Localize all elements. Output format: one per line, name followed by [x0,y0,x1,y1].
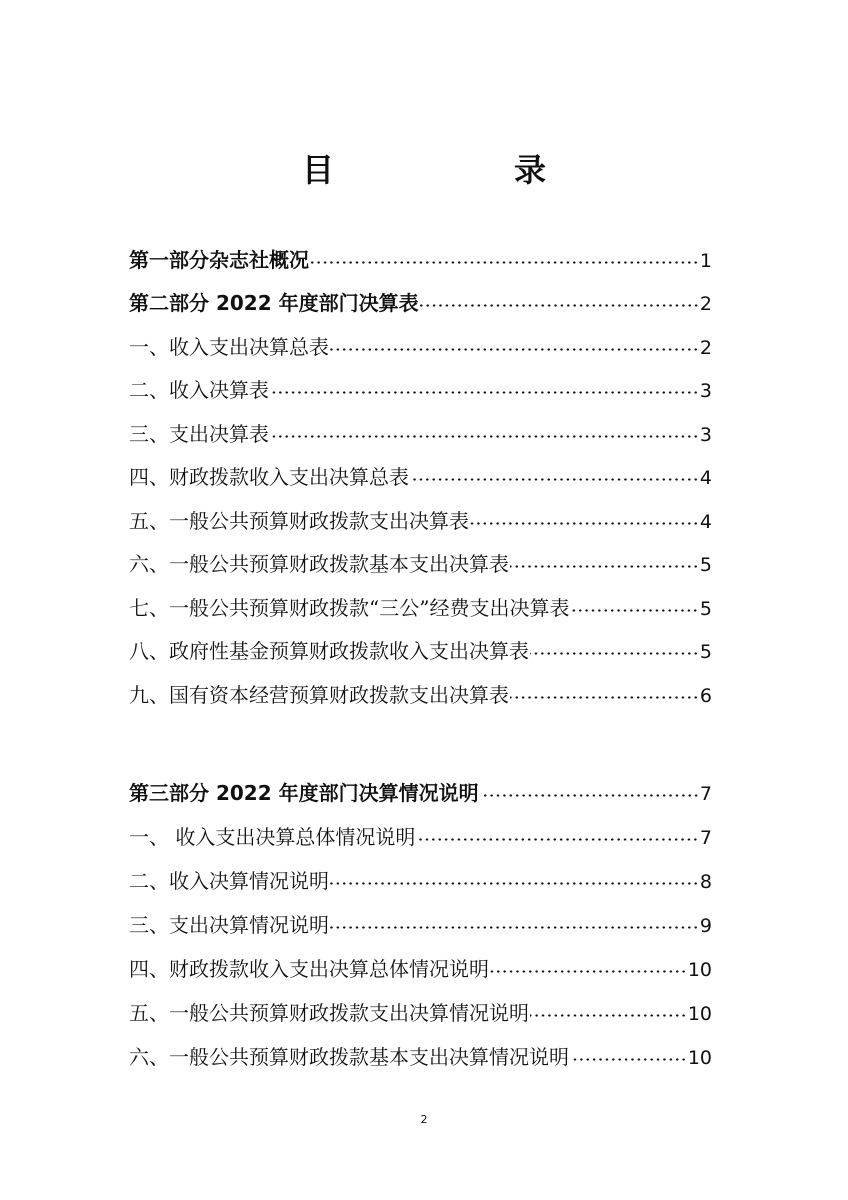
toc-entry-label: 六、一般公共预算财政拨款基本支出决算情况说明 [129,1045,569,1069]
toc-entry-page: 4 [699,511,712,533]
toc-entry-label: 第三部分 2022 年度部门决算情况说明 [129,781,479,805]
toc-entry-label: 第一部分杂志社概况 [129,248,309,272]
toc-entry-page: 8 [699,871,712,893]
toc-entry-page: 6 [699,685,712,707]
toc-entry-label: 四、财政拨款收入支出决算总体情况说明 [129,957,489,981]
page-number: 2 [420,1113,428,1126]
toc-leader-dots [330,912,699,932]
toc-entry-page: 4 [699,467,712,489]
toc-entry[interactable] [129,634,712,668]
toc-entry-label: 五、一般公共预算财政拨款支出决算表 [129,509,469,533]
toc-entry-page: 10 [687,1047,712,1069]
toc-entry-page: 3 [699,424,712,446]
toc-entry[interactable] [129,504,712,538]
toc-entry[interactable] [129,547,712,581]
toc-entry-page: 3 [699,380,712,402]
toc-entry-page: 10 [687,959,712,981]
toc-entry-label: 第二部分 2022 年度部门决算表 [129,291,419,315]
toc-entry[interactable] [129,952,712,986]
toc-entry-part1[interactable] [129,243,712,277]
toc-entry-label: 一、收入支出决算总表 [129,335,329,359]
toc-entry-label: 九、国有资本经营预算财政拨款支出决算表 [129,683,509,707]
toc-leader-dots [310,247,699,267]
toc-leader-dots [330,334,699,354]
toc-entry[interactable] [129,996,712,1030]
toc-entry[interactable] [129,373,712,407]
toc-entry-label: 六、一般公共预算财政拨款基本支出决算表 [129,552,509,576]
toc-entry-page: 1 [699,250,712,272]
toc-entry[interactable] [129,908,712,942]
toc-entry-page: 5 [699,598,712,620]
toc-entry-label: 四、财政拨款收入支出决算总表 [129,465,409,489]
toc-entry[interactable] [129,330,712,364]
toc-leader-dots [470,508,699,528]
toc-entry-label: 二、收入决算表 [129,378,269,402]
toc-entry[interactable] [129,417,712,451]
toc-entry-page: 2 [699,337,712,359]
toc-entry[interactable] [129,591,712,625]
toc-leader-dots [510,551,699,571]
toc-leader-dots [490,956,687,976]
toc-leader-dots [330,868,699,888]
toc-entry-page: 10 [687,1003,712,1025]
toc-leader-dots [270,421,699,441]
toc-entry[interactable] [129,460,712,494]
toc-entry-page: 5 [699,554,712,576]
toc-entry-page: 7 [699,827,712,849]
toc-entry-label: 三、支出决算情况说明 [129,913,329,937]
toc-entry[interactable] [129,678,712,712]
toc-entry-label: 三、支出决算表 [129,422,269,446]
toc-leader-dots [530,1000,687,1020]
toc-leader-dots [270,377,699,397]
toc-leader-dots [530,638,699,658]
toc-entry-label: 五、一般公共预算财政拨款支出决算情况说明 [129,1001,529,1025]
toc-entry-page: 5 [699,641,712,663]
toc-entry-part3[interactable] [129,776,712,810]
toc-entry-page: 9 [699,915,712,937]
page-title: 目 录 [301,151,620,189]
toc-leader-dots [480,780,699,800]
toc-leader-dots [416,824,699,844]
toc-entry[interactable] [129,1040,712,1074]
toc-entry-page: 7 [699,783,712,805]
toc-leader-dots [410,464,699,484]
toc-entry[interactable] [129,820,712,854]
toc-entry-label: 八、政府性基金预算财政拨款收入支出决算表 [129,639,529,663]
toc-leader-dots [510,682,699,702]
toc-leader-dots [570,1044,687,1064]
toc-leader-dots [570,595,698,615]
toc-entry-page: 2 [699,293,712,315]
toc-leader-dots [420,290,699,310]
toc-entry-label: 二、收入决算情况说明 [129,869,329,893]
toc-entry-label: 一、 收入支出决算总体情况说明 [129,825,416,849]
toc-entry-label: 七、一般公共预算财政拨款“三公”经费支出决算表 [129,596,570,620]
toc-entry-part2[interactable] [129,286,712,320]
toc-entry[interactable] [129,864,712,898]
